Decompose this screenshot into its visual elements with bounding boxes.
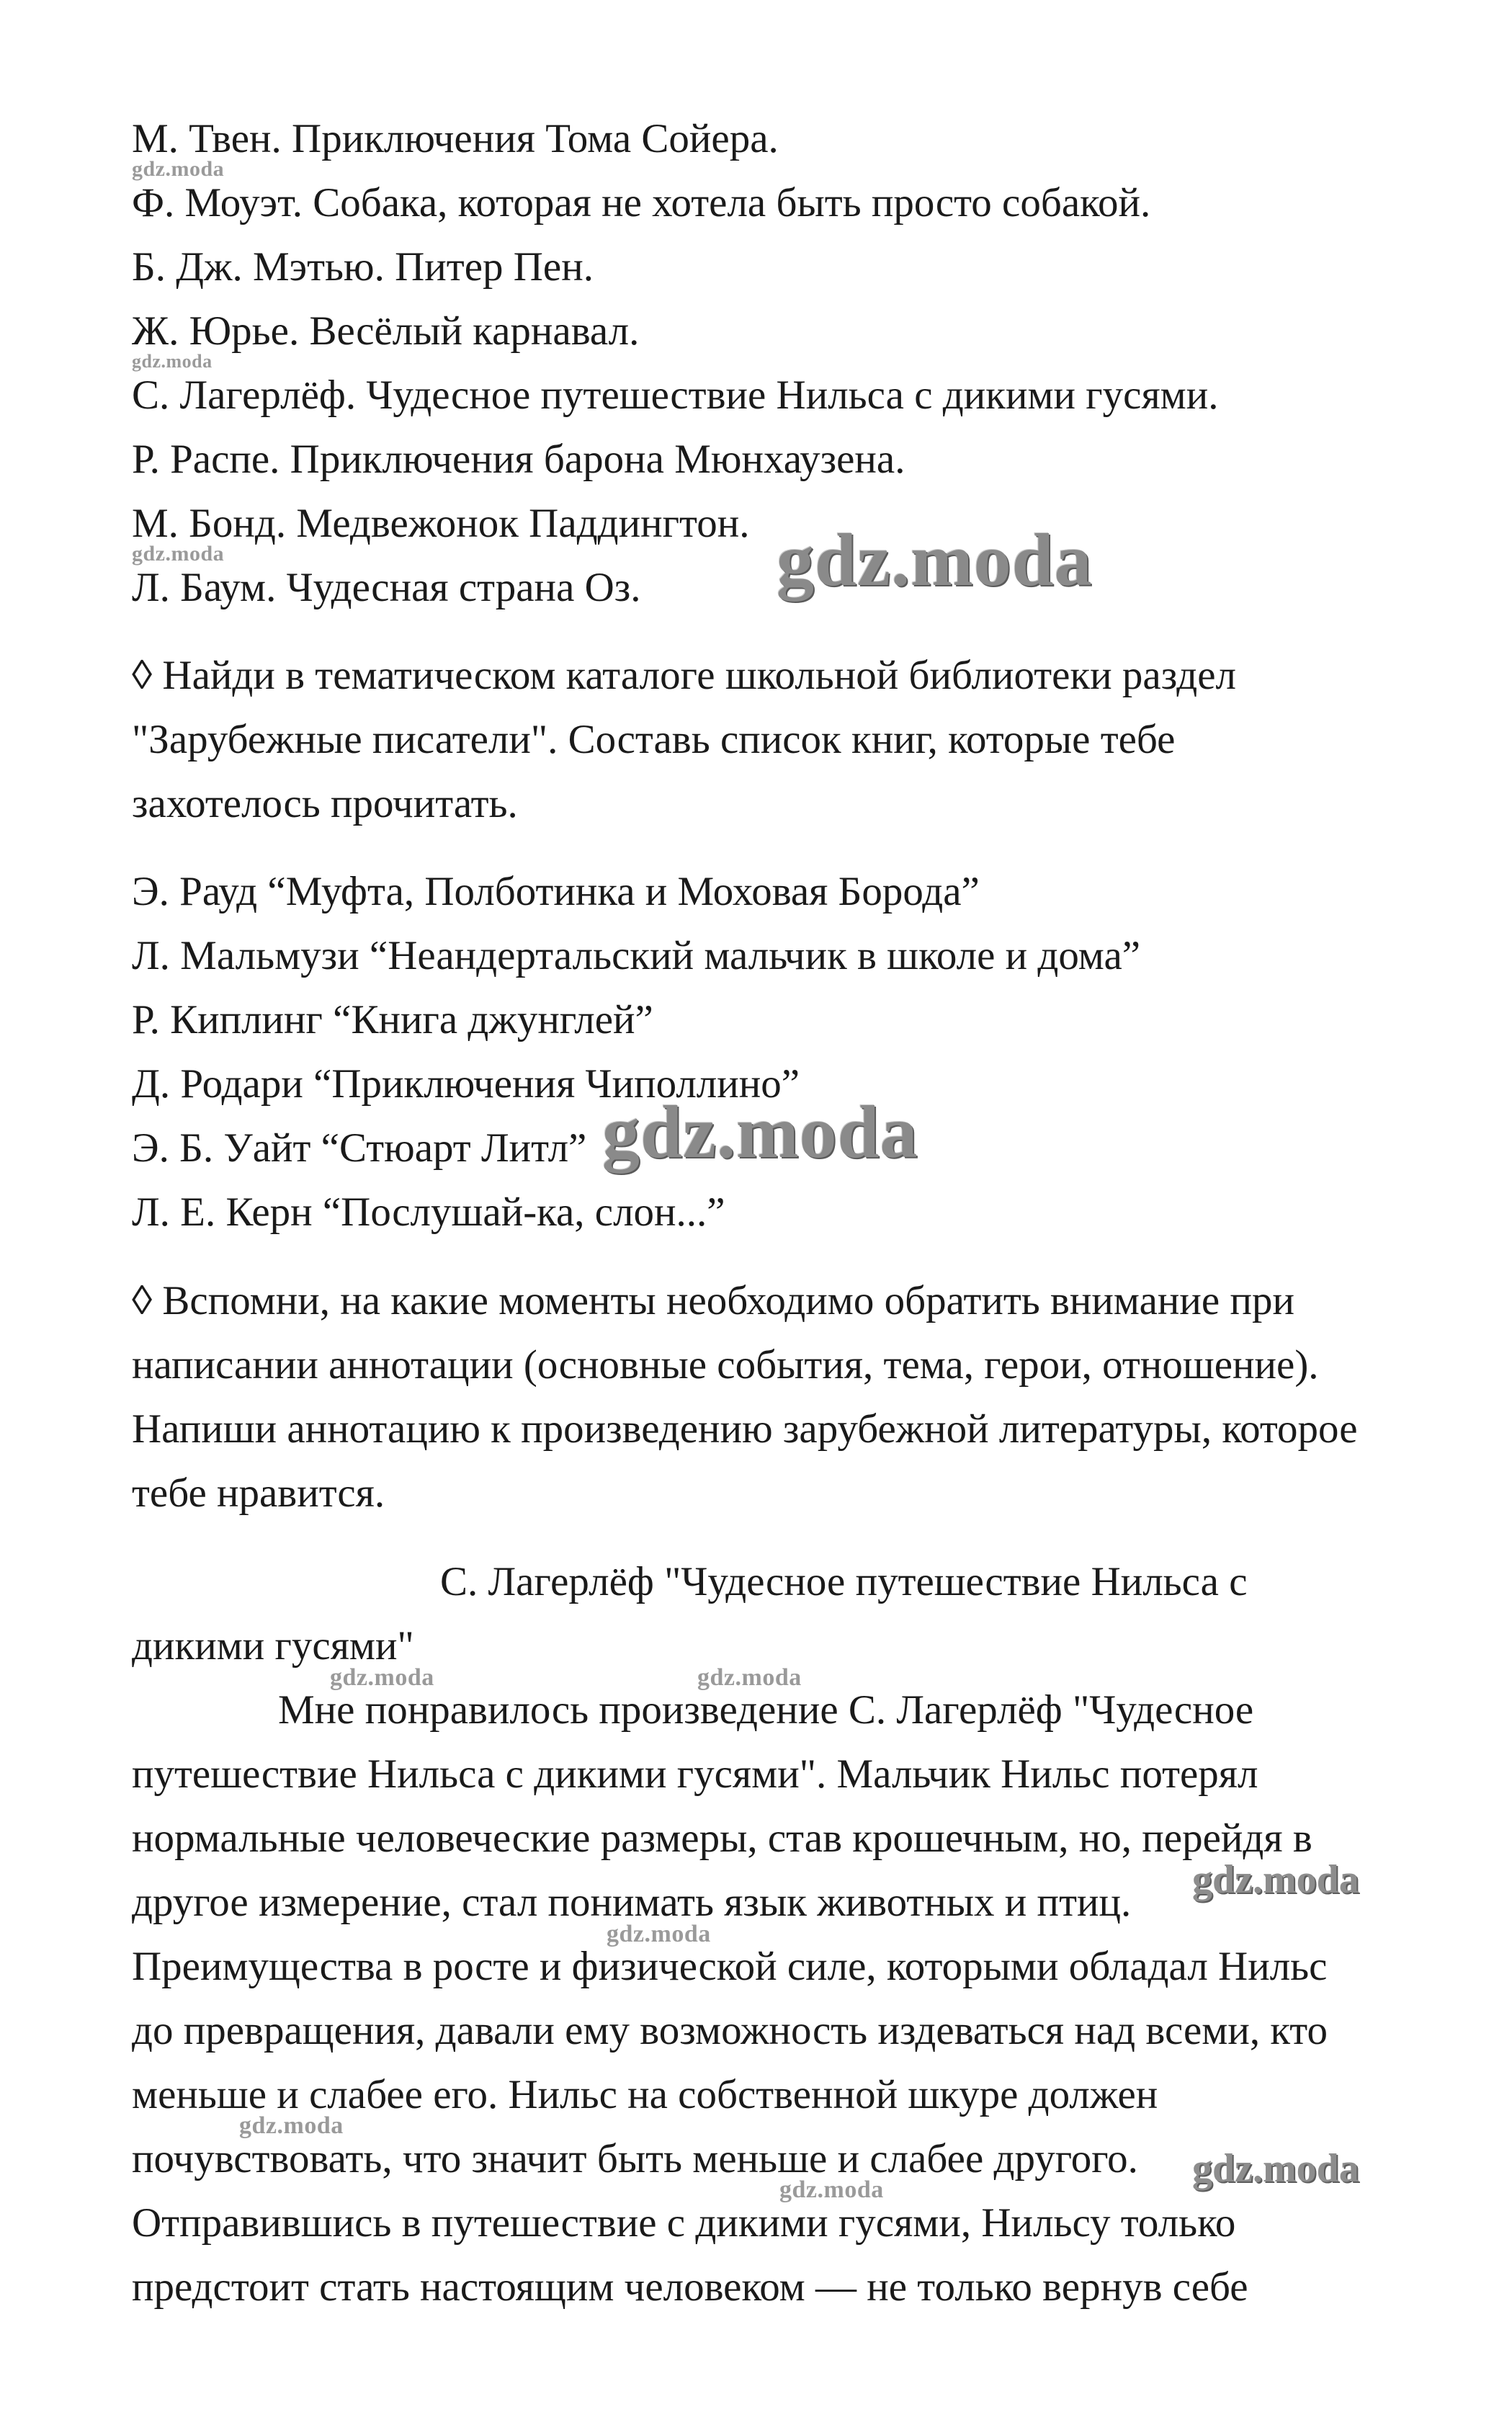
book-read-item: Л. Баум. Чудесная страна Оз. [132, 565, 641, 610]
watermark: gdz.moda [777, 519, 1093, 602]
book-read-item: Р. Распе. Приключения барона Мюнхаузена. [132, 437, 905, 482]
annotation-line: предстоит стать настоящим человеком — не только вернув себе [132, 2264, 1248, 2310]
task2-line: ◊ Вспомни, на какие моменты необходимо обратить внимание при [132, 1278, 1294, 1323]
book-wish-item: Л. Мальмузи “Неандертальский мальчик в школе и дома” [132, 933, 1141, 978]
annotation-line: путешествие Нильса с дикими гусями". Мальчик Нильс потерял [132, 1751, 1258, 1797]
task1-line: захотелось прочитать. [132, 781, 518, 826]
task2-line: написании аннотации (основные события, тема, герои, отношение). [132, 1342, 1319, 1388]
watermark: gdz.moda [132, 542, 225, 566]
annotation-line: Мне понравилось произведение С. Лагерлёф "Чудесное [278, 1687, 1254, 1733]
watermark: gdz.moda [330, 1664, 434, 1691]
annotation-line: Преимущества в росте и физической силе, которыми обладал Нильс [132, 1944, 1328, 1989]
book-read-item: Ж. Юрье. Весёлый карнавал. [132, 308, 640, 354]
annotation-line: Отправившись в путешествие с дикими гусями, Нильсу только [132, 2200, 1236, 2246]
book-wish-item: Р. Киплинг “Книга джунглей” [132, 997, 653, 1042]
annotation-line: до превращения, давали ему возможность издеваться над всеми, кто [132, 2008, 1328, 2053]
watermark: gdz.moda [607, 1921, 711, 1947]
book-wish-item: Э. Б. Уайт “Стюарт Литл” [132, 1125, 587, 1171]
annotation-title: С. Лагерлёф "Чудесное путешествие Нильса с [440, 1559, 1248, 1604]
task1-line: "Зарубежные писатели". Составь список книг, которые тебе [132, 717, 1176, 762]
book-read-item: М. Твен. Приключения Тома Сойера. [132, 116, 779, 161]
watermark: gdz.moda [779, 2176, 884, 2203]
watermark: gdz.moda [1192, 2146, 1359, 2191]
annotation-title: дикими гусями" [132, 1623, 414, 1669]
task2-line: тебе нравится. [132, 1470, 385, 1516]
annotation-line: почувствовать, что значит быть меньше и слабее другого. [132, 2136, 1138, 2181]
annotation-line: меньше и слабее его. Нильс на собственной шкуре должен [132, 2072, 1158, 2117]
book-wish-item: Д. Родари “Приключения Чиполлино” [132, 1061, 800, 1107]
book-read-item: Б. Дж. Мэтью. Питер Пен. [132, 244, 594, 290]
book-wish-item: Л. Е. Керн “Послушай-ка, слон...” [132, 1189, 725, 1235]
book-read-item: Ф. Моуэт. Собака, которая не хотела быть просто собакой. [132, 180, 1151, 225]
annotation-line: нормальные человеческие размеры, став крошечным, но, перейдя в [132, 1816, 1312, 1861]
watermark: gdz.moda [602, 1091, 918, 1174]
book-wish-item: Э. Рауд “Муфта, Полботинка и Моховая Борода” [132, 869, 980, 914]
task1-line: ◊ Найди в тематическом каталоге школьной библиотеки раздел [132, 653, 1236, 698]
book-read-item: М. Бонд. Медвежонок Паддингтон. [132, 501, 750, 546]
book-read-item: С. Лагерлёф. Чудесное путешествие Нильса с дикими гусями. [132, 372, 1219, 418]
watermark: gdz.moda [132, 157, 225, 181]
watermark: gdz.moda [239, 2112, 344, 2139]
watermark: gdz.moda [1192, 1857, 1359, 1902]
task2-line: Напиши аннотацию к произведению зарубежной литературы, которое [132, 1406, 1358, 1452]
watermark: gdz.moda [697, 1664, 802, 1691]
watermark: gdz.moda [132, 351, 213, 372]
annotation-line: другое измерение, стал понимать язык животных и птиц. [132, 1880, 1132, 1925]
